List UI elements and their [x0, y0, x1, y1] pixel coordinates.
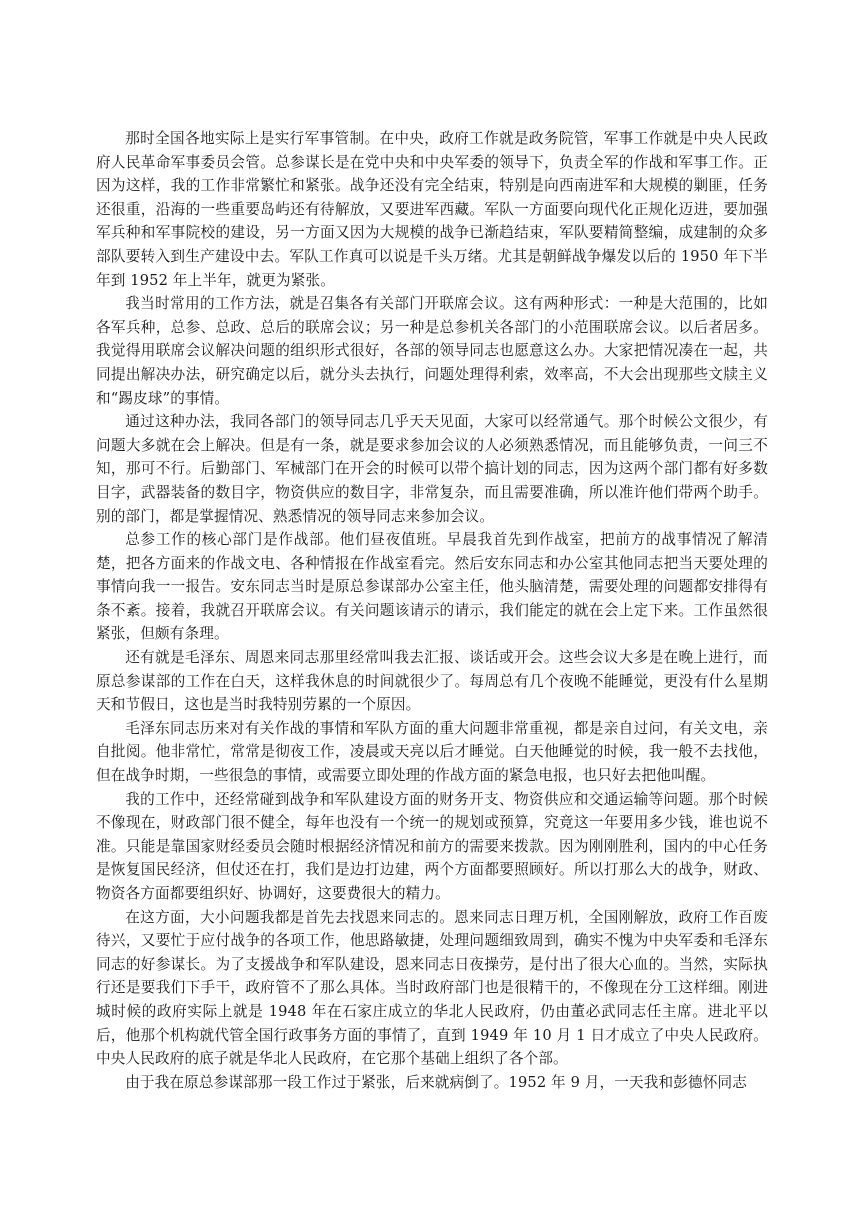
document-body	[96, 127, 768, 1094]
paragraph: 还有就是毛泽东、周恩来同志那里经常叫我去汇报、谈话或开会。这些会议大多是在晚上进行，而原总参谋部的工作在白天，这样我休息的时间就很少了。每周总有几个夜晚不能睡觉，更没有什么星期天和节假日，这也是当时我特别劳累的一个原因。	[96, 649, 768, 714]
paragraph: 在这方面，大小问题我都是首先去找恩来同志的。恩来同志日理万机，全国刚解放，政府工作百废待兴，又要忙于应付战争的各项工作，他思路敏捷，处理问题细致周到，确实不愧为中央军委和毛泽东同志的好参谋长。为了支援战争和军队建设，恩来同志日夜操劳，是付出了很大心血的。当然，实际执行还是要我们下手干，政府管不了那么具体。当时政府部门也是很精干的，不像现在分工这样细。刚进城时候的政府实际上就是 1948 年在石家庄成立的华北人民政府，仍由董必武同志任主席。进北平以后，他那个机构就代管全国行政事务方面的事情了，直到 1949 年 10 月 1 日才成立了中央人民政府。中央人民政府的底子就是华北人民政府，在它那个基础上组织了各个部。	[96, 908, 768, 1068]
paragraph: 那时全国各地实际上是实行军事管制。在中央，政府工作就是政务院管，军事工作就是中央人民政府人民革命军事委员会管。总参谋长是在党中央和中央军委的领导下，负责全军的作战和军事工作。正因为这样，我的工作非常繁忙和紧张。战争还没有完全结束，特别是向西南进军和大规模的剿匪，任务还很重，沿海的一些重要岛屿还有待解放，又要进军西藏。军队一方面要向现代化正规化迈进，要加强军兵种和军事院校的建设，另一方面又因为大规模的战争已渐趋结束，军队要精简整编，成建制的众多部队要转入到生产建设中去。军队工作真可以说是千头万绪。尤其是朝鲜战争爆发以后的 1950 年下半年到 1952 年上半年，就更为紧张。	[96, 130, 768, 289]
paragraph: 毛泽东同志历来对有关作战的事情和军队方面的重大问题非常重视，都是亲自过问，有关文电，亲自批阅。他非常忙，常常是彻夜工作，凌晨或天亮以后才睡觉。白天他睡觉的时候，我一般不去找他，但在战争时期，一些很急的事情，或需要立即处理的作战方面的紧急电报，也只好去把他叫醒。	[96, 719, 768, 785]
paragraph: 通过这种办法，我同各部门的领导同志几乎天天见面，大家可以经常通气。那个时候公文很少，有问题大多就在会上解决。但是有一条，就是要求参加会议的人必须熟悉情况，而且能够负责，一问三不知，那可不行。后勤部门、军械部门在开会的时候可以带个搞计划的同志，因为这两个部门都有好多数目字，武器装备的数目字，物资供应的数目字，非常复杂，而且需要准确，所以准许他们带两个助手。别的部门，都是掌握情况、熟悉情况的领导同志来参加会议。	[96, 413, 768, 525]
paragraph: 我的工作中，还经常碰到战争和军队建设方面的财务开支、物资供应和交通运输等问题。那个时候不像现在，财政部门很不健全，每年也没有一个统一的规划或预算，究竟这一年要用多少钱，谁也说不准。只能是靠国家财经委员会随时根据经济情况和前方的需要来拨款。因为刚刚胜利，国内的中心任务是恢复国民经济，但仗还在打，我们是边打边建，两个方面都要照顾好。所以打那么大的战争，财政、物资各方面都要组织好、协调好，这要费很大的精力。	[96, 790, 768, 902]
paragraph: 总参工作的核心部门是作战部。他们昼夜值班。早晨我首先到作战室，把前方的战事情况了解清楚，把各方面来的作战文电、各种情报在作战室看完。然后安东同志和办公室其他同志把当天要处理的事情向我一一报告。安东同志当时是原总参谋部办公室主任，他头脑清楚，需要处理的问题都安排得有条不紊。接着，我就召开联席会议。有关问题该请示的请示，我们能定的就在会上定下来。工作虽然很紧张，但颇有条理。	[96, 531, 768, 643]
paragraph: 我当时常用的工作方法，就是召集各有关部门开联席会议。这有两种形式：一种是大范围的，比如各军兵种，总参、总政、总后的联席会议；另一种是总参机关各部门的小范围联席会议。以后者居多。我觉得用联席会议解决问题的组织形式很好，各部的领导同志也愿意这么办。大家把情况凑在一起，共同提出解决办法，研究确定以后，就分头去执行，问题处理得利索，效率高，不大会出现那些文牍主义和“踢皮球”的事情。	[96, 295, 768, 407]
paragraph: 由于我在原总参谋部那一段工作过于紧张，后来就病倒了。1952 年 9 月，一天我和彭德怀同志	[125, 1073, 747, 1091]
